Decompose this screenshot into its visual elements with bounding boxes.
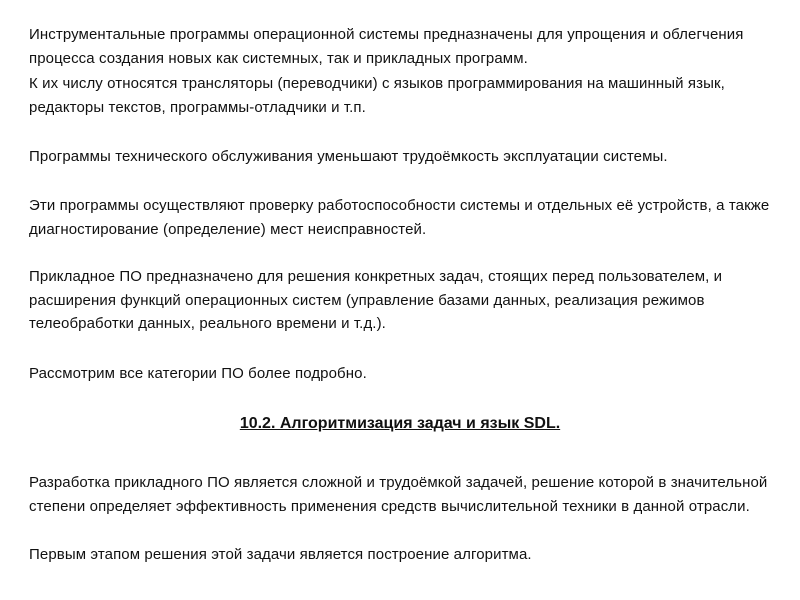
paragraph-diagnostics: Эти программы осуществляют проверку работоспособности системы и отдельных её устройств, а также диагностирование (определение) мест неисправностей. [29, 197, 770, 238]
paragraph-categories: Рассмотрим все категории ПО более подробно. [29, 365, 367, 382]
paragraph-application-software: Прикладное ПО предназначено для решения конкретных задач, стоящих перед пользователем, и расширения функций операционных систем (управление базами данных, реализация режимов телеобработки данных, реального времени и т.д.). [29, 268, 723, 332]
paragraph-maintenance-programs: Программы технического обслуживания уменьшают трудоёмкость эксплуатации системы. [29, 148, 668, 165]
paragraph-first-stage: Первым этапом решения этой задачи является построение алгоритма. [29, 546, 532, 563]
paragraph-development-complexity: Разработка прикладного ПО является сложной и трудоёмкой задачей, решение которой в значительной степени определяет эффективность применения средств вычислительной техники в данной отрасли. [29, 474, 768, 515]
section-heading: 10.2. Алгоритмизация задач и язык SDL. [239, 415, 561, 432]
paragraph-instrumental-programs: Инструментальные программы операционной системы предназначены для упрощения и облегчения процесса создания новых как системных, так и прикладных программ. [29, 26, 744, 67]
paragraph-translators: К их числу относятся трансляторы (переводчики) с языков программирования на машинный язык, редакторы текстов, программы-отладчики и т.п. [29, 75, 725, 116]
